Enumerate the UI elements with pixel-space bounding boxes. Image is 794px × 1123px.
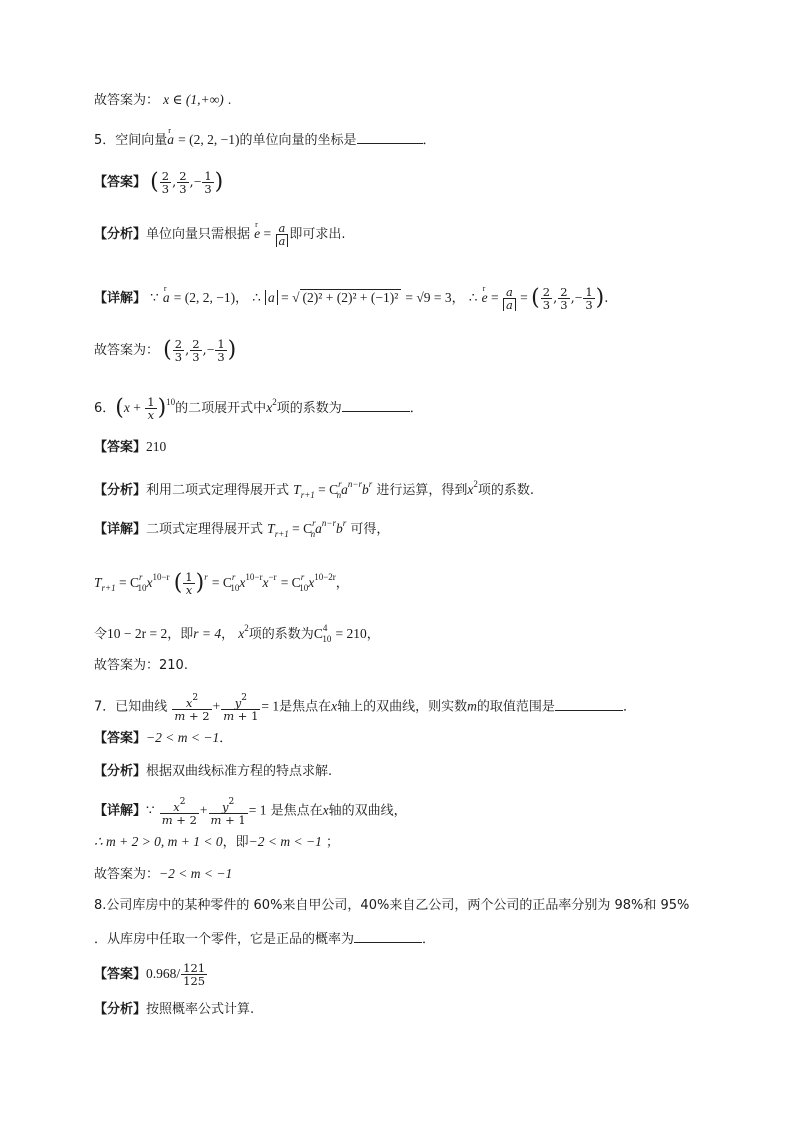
q6-final-text: 故答案为：210. — [94, 658, 188, 673]
frac-num: 1 — [585, 285, 593, 299]
q6-analysis-a: 利用二项式定理得展开式 — [146, 483, 290, 498]
q5-vector-value: = (2, 2, −1) — [178, 132, 240, 147]
frac-num: 2 — [179, 169, 187, 183]
frac-num: 1 — [217, 337, 225, 351]
q7-eq-tail: = 1 — [261, 698, 280, 714]
q7-final-label: 故答案为： — [94, 867, 160, 882]
q7-answer-tag: 【答案】 — [94, 731, 147, 746]
q7-analysis-text: 根据双曲线标准方程的特点求解. — [146, 764, 333, 779]
q7-analysis — [94, 762, 332, 782]
q7-condition — [94, 832, 339, 853]
q5-final: 故答案为： ( $\frac{2}{3}$ , $\frac{2}{3}$ ,− $\frac{1}{3}$ ) — [94, 337, 237, 364]
paren-open: ( — [150, 169, 159, 195]
q6-analysis-b: 进行运算，得到 — [376, 483, 468, 498]
paren-open: ( — [531, 285, 540, 311]
unit-vector-e: r e — [254, 224, 260, 244]
q6-text: 的二项展开式中 — [175, 401, 267, 416]
q6-step-eq: 10 − 2r = 2 — [107, 626, 168, 641]
q6-end: ． — [409, 401, 423, 416]
frac-num: 121 — [183, 961, 206, 975]
q5-ans-frac2 — [177, 170, 188, 195]
q5-detail-tag: 【详解】 — [94, 291, 147, 306]
because-symbol: ∵ — [146, 802, 155, 818]
q6-frac: $\frac{1}{x}$ — [147, 395, 155, 422]
q7-answer — [94, 728, 232, 749]
q5-text: 的单位向量的坐标是 — [239, 133, 357, 148]
q5-end: ． — [422, 133, 436, 148]
frac-den: 3 — [560, 298, 568, 312]
q8-analysis-tag: 【分析】 — [94, 1002, 147, 1017]
q7-text-c: 的取值范围是 — [476, 699, 555, 715]
q7-text-b: 轴上的双曲线，则实数 — [337, 699, 468, 715]
neg-sign: − — [193, 174, 202, 189]
q6-exponent: 10 — [166, 397, 176, 407]
q7-text-a: 是焦点在 — [279, 699, 332, 715]
q5-ans-frac1 — [160, 170, 171, 195]
q6-step-r: r = 4 — [193, 626, 222, 641]
q7-question: 7．已知曲线 $\frac{x^2}{m + 2}$ + $\frac{y^2}{m + 1}$ = 1是焦点在x轴上的双曲线，则实数m的取值范围是 ． — [94, 693, 636, 723]
q7-final-math: −2 < m < −1 — [159, 866, 233, 881]
q8-line2 — [94, 929, 435, 950]
q5-detail-frac3 — [583, 286, 594, 311]
q7-answer-end: ． — [219, 731, 233, 746]
q5-final-frac2 — [190, 338, 201, 363]
q5-detail-frac2 — [558, 286, 569, 311]
q5-final-frac3 — [215, 338, 226, 363]
frac-den: 3 — [585, 298, 593, 312]
unit-vector-frac: $\frac{a}{a}$ — [276, 222, 289, 247]
frac-num: 2 — [161, 169, 170, 183]
q7-frac-x: $\frac{x^2}{m + 2}$ — [174, 693, 210, 723]
frac-den: 3 — [204, 182, 212, 196]
abs-a: a — [265, 290, 278, 305]
therefore-symbol: ∴ — [252, 290, 261, 305]
q7-number: 7．已知曲线 — [94, 699, 168, 715]
q5-detail-vector-value: = (2, 2, −1) — [173, 290, 236, 305]
q6-question: 6．(x + $\frac{1}{x}$ )$^{10}$的二项展开式中$x^2$项的系数为 ． — [94, 395, 423, 422]
q7-answer-value: −2 < m < −1 — [146, 730, 220, 745]
q5-number: 5．空间向量 — [94, 133, 168, 148]
q5-detail-frac1 — [541, 286, 552, 311]
frac-num: 2 — [192, 337, 200, 351]
q6-detail-tag: 【详解】 — [94, 522, 147, 537]
q8-line2-text: ．从库房中任取一个零件，它是正品的概率为 — [94, 932, 355, 947]
q5-question — [94, 130, 436, 151]
paren-close: ) — [595, 285, 605, 311]
q7-detail-tag: 【详解】 — [94, 803, 147, 819]
frac-den: 3 — [217, 350, 225, 364]
q7-cond-a: ∴ m + 2 > 0, m + 1 < 0 — [94, 834, 223, 849]
frac-num: 2 — [174, 337, 183, 351]
q5-analysis-text: 单位向量只需根据 — [146, 227, 251, 242]
q6-step-c: ， — [221, 627, 235, 642]
paren-close: ) — [227, 337, 237, 363]
neg-sign: − — [574, 290, 583, 305]
q8-end: ． — [422, 932, 436, 947]
q6-number: 6． — [94, 401, 116, 416]
q6-text2: 项的系数为 — [276, 401, 342, 416]
frac-num: 1 — [204, 169, 212, 183]
q5-analysis-tail: 即可求出. — [289, 227, 346, 242]
frac-den: 3 — [542, 298, 551, 312]
q7-frac-y: $\frac{y^2}{m + 1}$ — [223, 693, 259, 723]
q5-final-frac1 — [173, 338, 184, 363]
q6-step-e: ， — [366, 627, 380, 642]
q6-answer — [94, 437, 166, 458]
frac-den: 125 — [183, 974, 206, 988]
q7-analysis-tag: 【分析】 — [94, 764, 147, 779]
q5-answer: 【答案】 ( $\frac{2}{3}$ , $\frac{2}{3}$ ,− $\frac{1}{3}$ ) — [94, 169, 224, 196]
q8-answer-decimal: 0.968/ — [146, 966, 181, 981]
q6-step-val: = 210 — [335, 626, 367, 641]
frac-num: 2 — [542, 285, 551, 299]
q6-step-d: 项的系数为 — [248, 627, 314, 642]
q8-answer-frac — [181, 962, 207, 987]
unit-vector-e-2: r e — [482, 288, 488, 308]
because-symbol: ∵ — [150, 290, 159, 305]
q6-answer-value: 210 — [146, 439, 167, 454]
q5-blank — [357, 130, 423, 144]
q7-cond-b: ，即 — [222, 835, 249, 850]
prev-answer-math: x ∈ (1,+∞) — [163, 92, 224, 107]
q5-vector: r a — [167, 130, 174, 150]
q7-detail-text2: 轴的双曲线， — [328, 803, 407, 819]
q5-final-label: 故答案为： — [94, 343, 160, 358]
vector-a: r a — [163, 288, 170, 308]
q8-blank — [354, 929, 422, 943]
q5-answer-tag: 【答案】 — [94, 175, 147, 190]
q7-end: ． — [622, 699, 636, 715]
q6-step-b: ，即 — [167, 627, 194, 642]
paren-open: ( — [163, 337, 172, 363]
frac-den: 3 — [179, 182, 187, 196]
prev-answer-label: 故答案为： — [94, 93, 160, 108]
q8-answer-tag: 【答案】 — [94, 967, 147, 982]
q6-analysis-tag: 【分析】 — [94, 483, 147, 498]
frac-den: 3 — [192, 350, 200, 364]
q5-analysis: 【分析】单位向量只需根据 r e = $\frac{a}{a}$ 即可求出. — [94, 222, 346, 247]
q5-ans-frac3 — [202, 170, 213, 195]
q6-analysis: 【分析】利用二项式定理得展开式 $T_{r+1} = C^r_na^{n-r}b^r$ 进行运算，得到$x^2$项的系数. — [94, 479, 535, 500]
frac-den: 3 — [161, 182, 170, 196]
frac-num: 2 — [560, 285, 568, 299]
q6-step: 令10 − 2r = 2，即r = 4， $x^2$项的系数为$C^4_{10} = 210$， — [94, 623, 380, 644]
q6-detail: 【详解】二项式定理得展开式 $T_{r+1} = C^r_na^{n-r}b^r$ 可得， — [94, 518, 390, 539]
q8-answer — [94, 962, 208, 987]
q7-final — [94, 864, 232, 885]
q6-step-a: 令 — [94, 627, 108, 642]
q6-detail-a: 二项式定理得展开式 — [146, 522, 264, 537]
therefore-symbol-2: ∴ — [468, 290, 478, 305]
q7-detail: 【详解】∵ $\frac{x^2}{m + 2}$ + $\frac{y^2}{m + 1}$ = 1 是焦点在x轴的双曲线， — [94, 797, 407, 827]
q8-analysis — [94, 1000, 254, 1020]
paren-close: ) — [214, 169, 224, 195]
unit-vector-frac-2: $\frac{a}{a}$ — [503, 286, 516, 311]
q7-blank — [555, 697, 623, 711]
q6-final — [94, 656, 188, 676]
frac-den: 3 — [174, 350, 183, 364]
q6-blank — [342, 398, 410, 412]
q8-analysis-text: 按照概率公式计算. — [146, 1002, 255, 1017]
q6-analysis-c: 项的系数. — [477, 483, 535, 498]
q6-detail-b: 可得， — [350, 522, 390, 537]
q6-answer-tag: 【答案】 — [94, 440, 147, 455]
q5-detail-result: = √9 = 3 — [405, 290, 452, 305]
q8-line1: 8.公司库房中的某种零件的 60%来自甲公司，40%来自乙公司，两个公司的正品率分别为 98%和 95% — [94, 898, 690, 913]
prev-answer-line — [94, 90, 231, 111]
sqrt-content: (2)² + (2)² + (−1)² — [300, 289, 402, 305]
q5-analysis-tag: 【分析】 — [94, 227, 147, 242]
q5-detail: 【详解】 ∵ r a = (2, 2, −1)， ∴ a = √ (2)² + (2)² + (−1)² = √9 = 3， ∴ r e = $\frac{a}{a}$ = ( $\frac{2}{3}$ , $\frac{2}{3}$ ,− $\frac{1}{3}$ ). — [94, 286, 608, 311]
q7-cond-c: −2 < m < −1 — [248, 834, 322, 849]
q6-expansion: $T_{r+1} = C^r_{10}x^{10-r}$ ( $\frac{1}{x}$ )$^r = C^r_{10}x^{10-r}x^{-r} = C^r_{10}x^{10-2r}$， — [94, 570, 349, 597]
prev-answer-end: . — [227, 92, 232, 107]
neg-sign: − — [206, 342, 215, 357]
q7-cond-d: ； — [326, 835, 340, 850]
q7-detail-text: 是焦点在 — [270, 803, 323, 819]
